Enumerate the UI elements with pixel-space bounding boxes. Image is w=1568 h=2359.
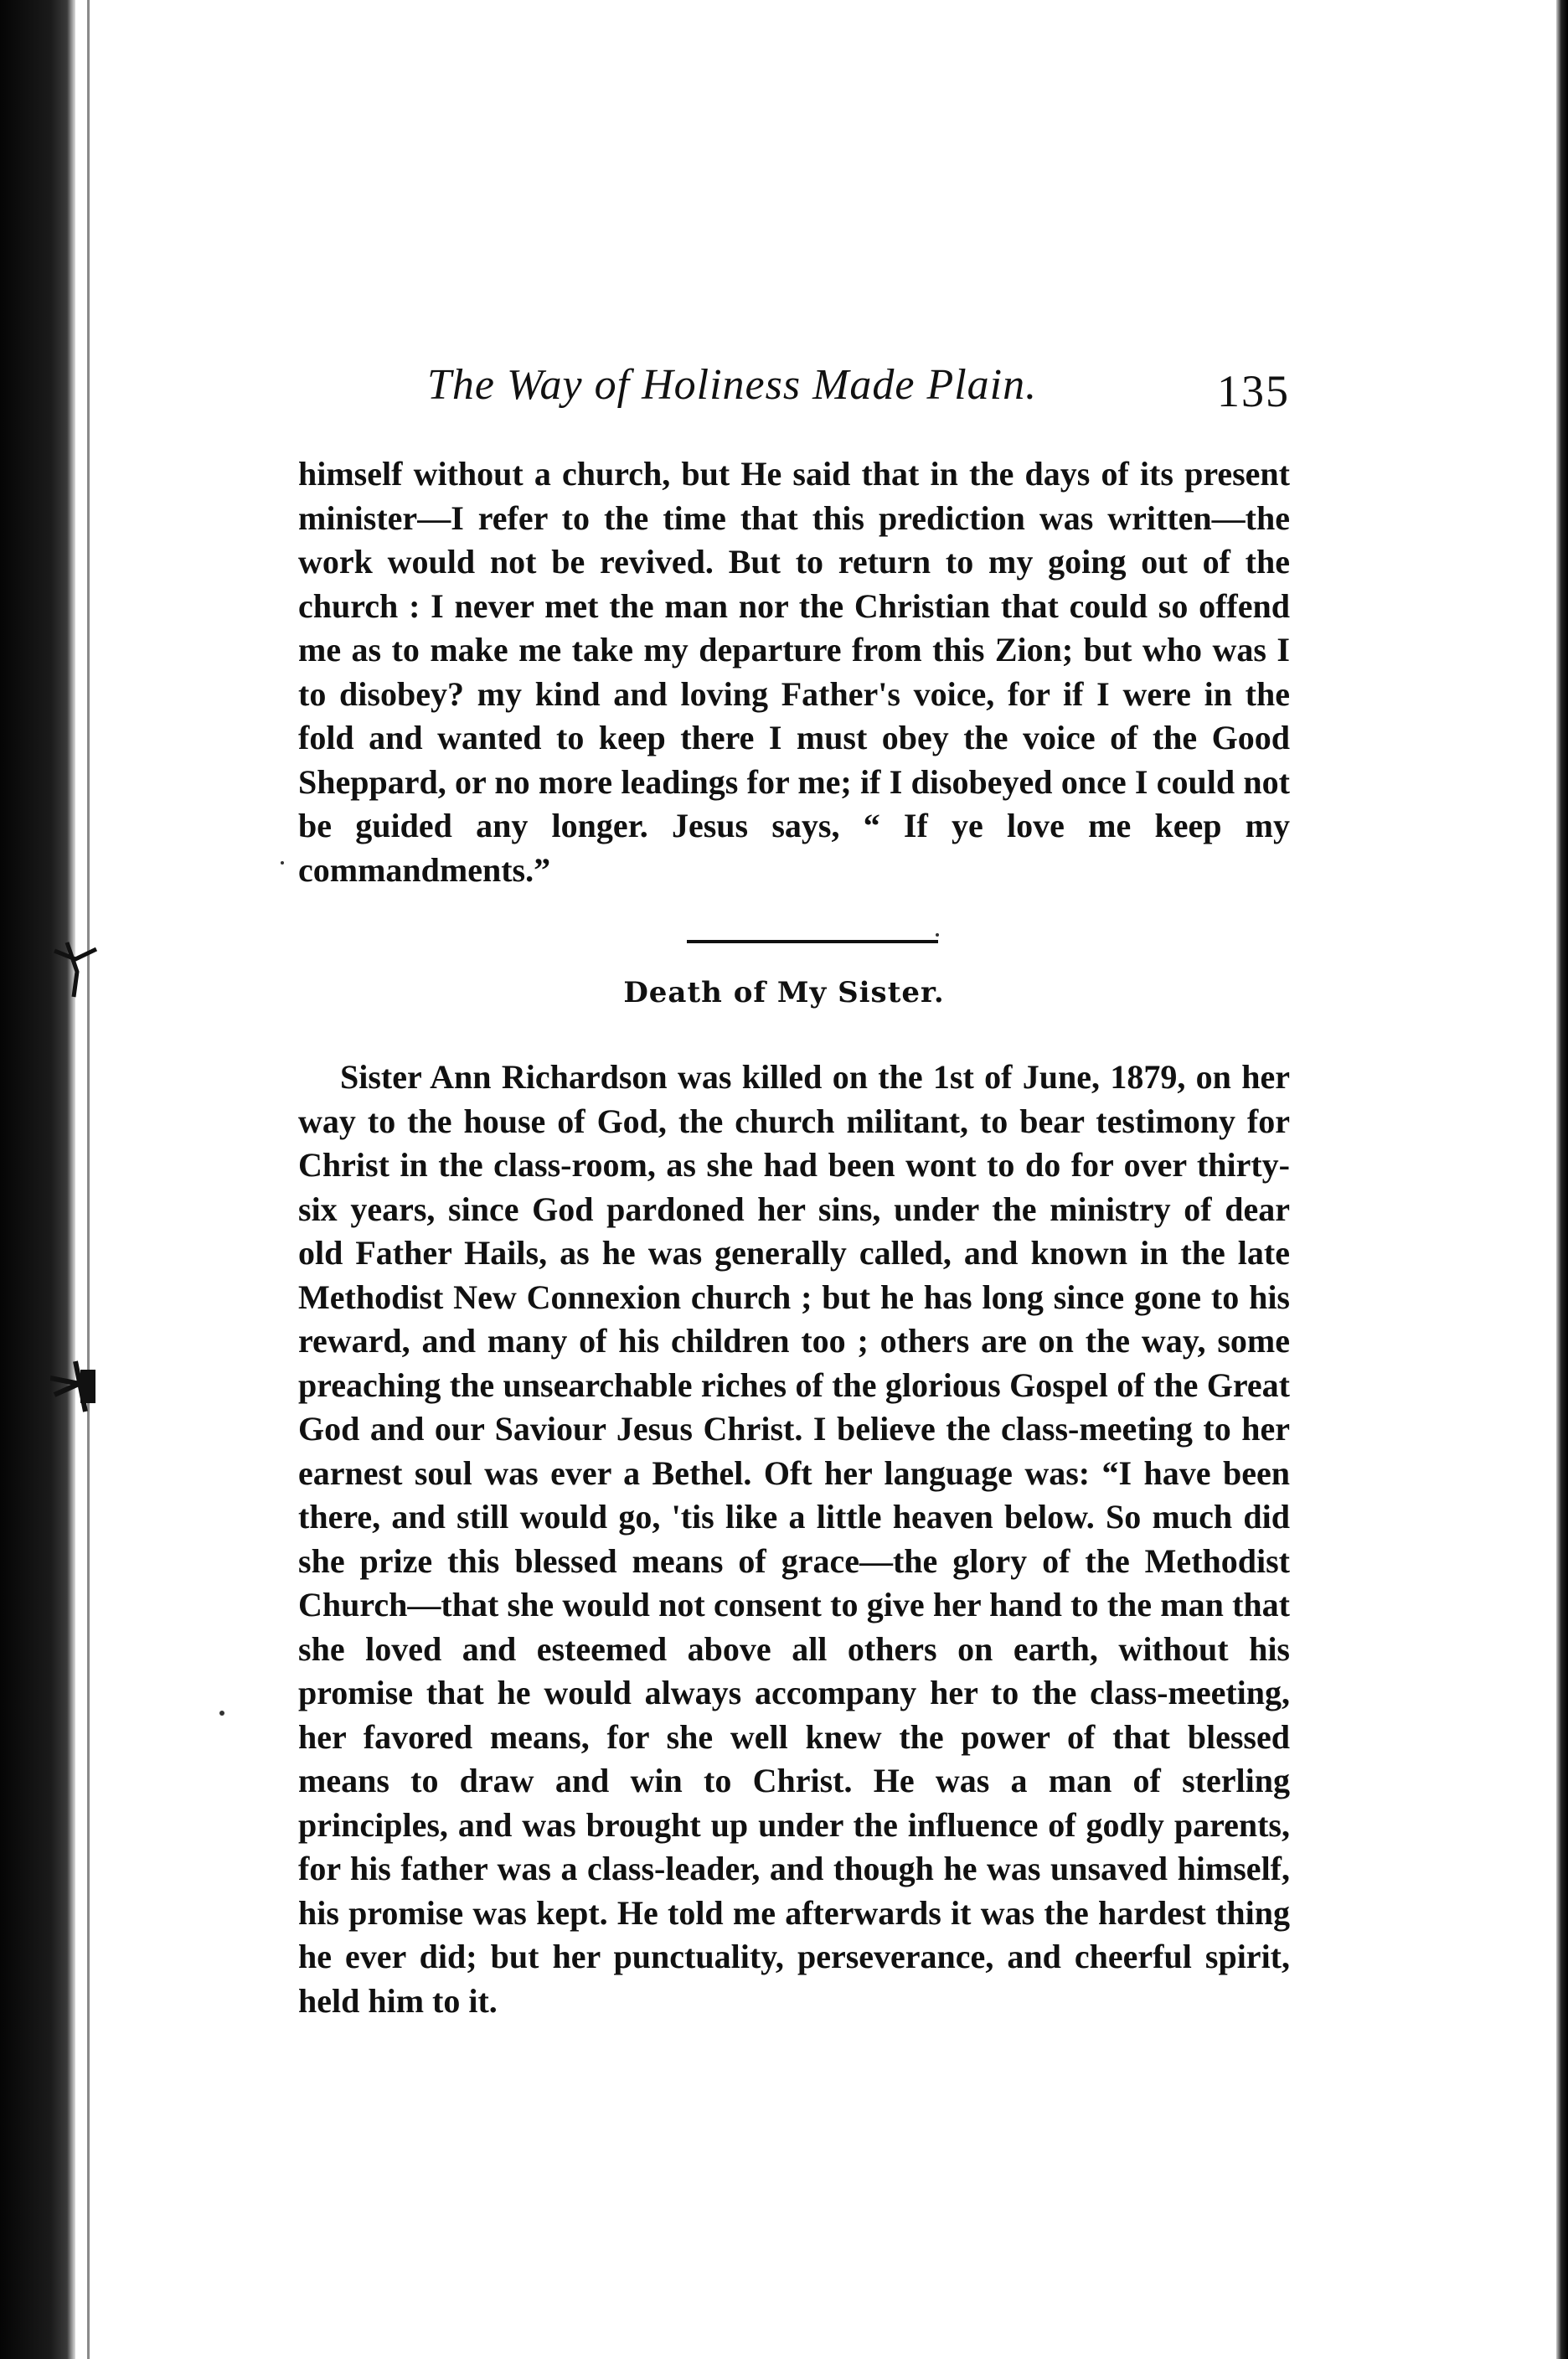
section-paragraph: Sister Ann Richardson was killed on the 1st of June, 1879, on her way to the house of God, the church militant, to bear testimony for Christ in the class-room, as she had been wont to do for over thirty-six years, since God pardoned her sins, under the ministry of dear old Father Hails, as he was generally called, and known in the late Methodist New Connexion church ; but he has long since gone to his reward, and many of his children too ; others are on the way, some preaching the unsearchable riches of the glorious Gospel of the Great God and our Saviour Jesus Christ. I believe the class-meeting to her earnest soul was ever a Bethel. Oft her language was: “I have been there, and still would go, 'tis like a little heaven below. So much did she prize this blessed means of grace—the glory of the Methodist Church—that she would not consent to give her hand to the man that she loved and esteemed above all others on earth, without his promise that he would always accompany her to the class-meeting, her favored means, for she well knew the power of that blessed means to draw and win to Christ. He was a man of sterling principles, and was brought up under the influence of godly parents, for his father was a class-leader, and though he was unsaved himself, his promise was kept. He told me afterwards it was the hardest thing he ever did; but her punctuality, perseverance, and cheerful spirit, held him to it. <box>298 1058 1290 2020</box>
ink-speck <box>281 861 284 865</box>
ink-speck <box>936 933 939 937</box>
ink-speck <box>219 1711 224 1716</box>
running-header <box>427 360 1290 436</box>
page-gutter-line <box>87 0 90 2359</box>
page-number: 135 <box>1217 366 1290 416</box>
section-divider <box>687 940 938 943</box>
continuation-paragraph: himself without a church, but He said that in the days of its present minister—I refer to the time that this prediction was written—the work would not be revived. But to return to my going out of the church : I never met the man nor the Christian that could so offend me as to make me take my departure from this Zion; but who was I to disobey? my kind and loving Father's voice, for if I were in the fold and wanted to keep there I must obey the voice of the Good Sheppard, or no more leadings for me; if I disobeyed once I could not be guided any longer. Jesus says, “ If ye love me keep my commandments.” <box>298 455 1290 889</box>
section-heading: Death of My Sister. <box>623 976 945 1009</box>
continuation-text <box>298 452 1290 892</box>
scan-left-edge <box>0 0 75 2359</box>
running-title: The Way of Holiness Made Plain. <box>427 361 1038 409</box>
scan-right-edge <box>1556 0 1568 2359</box>
section-body <box>298 1056 1290 2023</box>
binding-thread-icon <box>50 1353 101 1420</box>
